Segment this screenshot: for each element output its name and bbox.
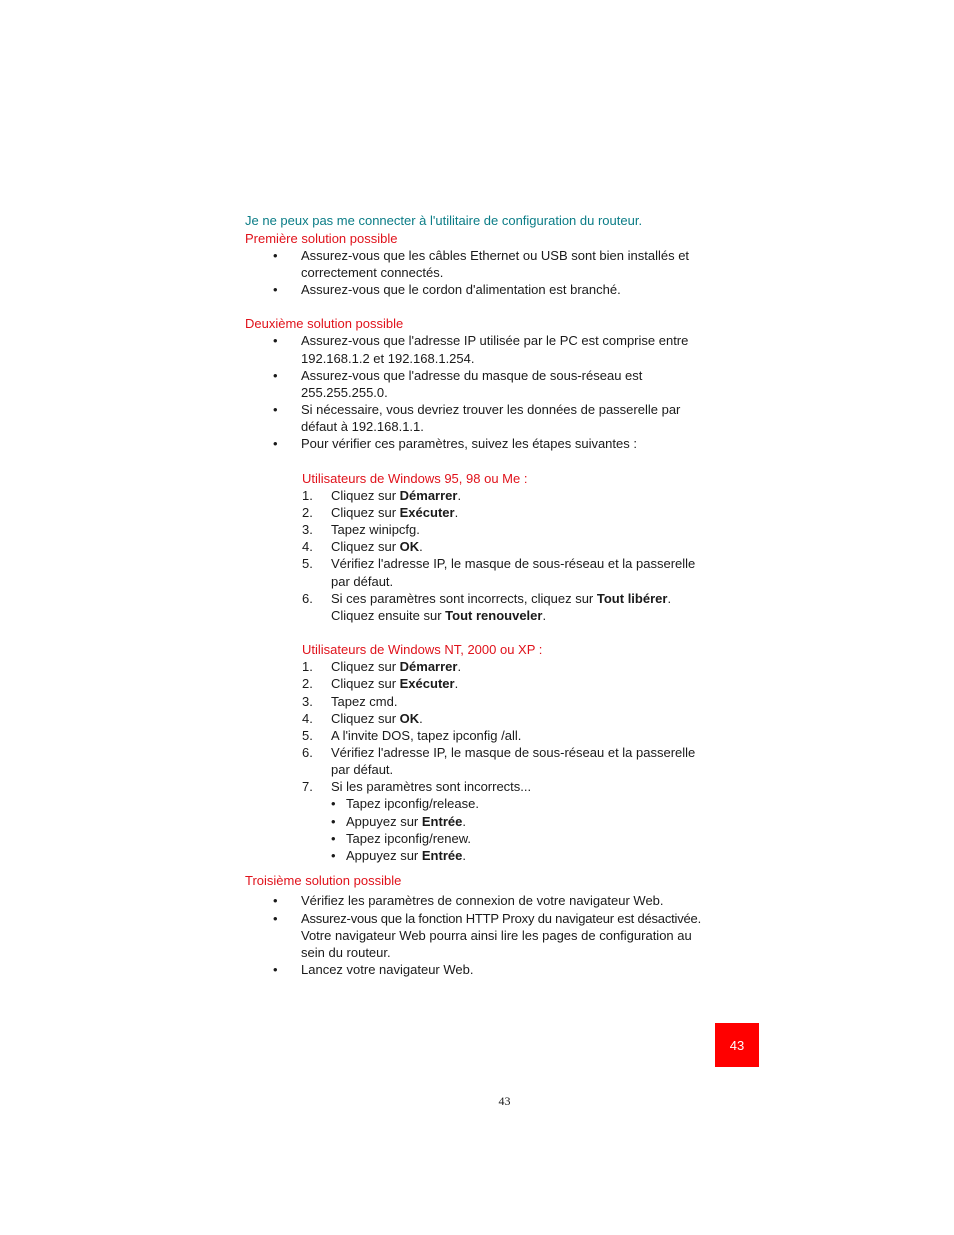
step-number: 2. [302, 676, 313, 691]
winnt-step6-line1: Vérifiez l'adresse IP, le masque de sous-réseau et la passerelle [331, 745, 696, 760]
step-number: 3. [302, 694, 313, 709]
bullet-icon: • [273, 911, 278, 926]
sol2-bullet1-line2: 192.168.1.2 et 192.168.1.254. [301, 351, 475, 366]
step-number: 7. [302, 779, 313, 794]
sol3-bullet2-line2: Votre navigateur Web pourra ainsi lire les pages de configuration au [301, 928, 692, 943]
sol3-bullet3: Lancez votre navigateur Web. [301, 962, 474, 977]
solution-3-title: Troisième solution possible [245, 873, 402, 888]
step-number: 2. [302, 505, 313, 520]
step-number: 5. [302, 728, 313, 743]
winnt-substep3: Tapez ipconfig/renew. [346, 831, 472, 846]
win95-step4: Cliquez sur OK. [331, 539, 423, 554]
sol1-bullet2: Assurez-vous que le cordon d'alimentation est branché. [301, 282, 621, 297]
sol2-bullet1-line1: Assurez-vous que l'adresse IP utilisée par le PC est comprise entre [301, 333, 689, 348]
winnt-substep2: Appuyez sur Entrée. [346, 814, 466, 829]
bullet-icon: • [273, 402, 278, 417]
sol2-bullet4: Pour vérifier ces paramètres, suivez les étapes suivantes : [301, 436, 637, 451]
sol3-bullet1: Vérifiez les paramètres de connexion de votre navigateur Web. [301, 893, 664, 908]
step-number: 5. [302, 556, 313, 571]
winnt-step1: Cliquez sur Démarrer. [331, 659, 462, 674]
sol2-bullet2-line2: 255.255.255.0. [301, 385, 388, 400]
bullet-icon: • [331, 814, 336, 829]
bullet-icon: • [331, 831, 336, 846]
sol1-bullet1-line2: correctement connectés. [301, 265, 444, 280]
sol1-bullet1-line1: Assurez-vous que les câbles Ethernet ou USB sont bien installés et [301, 248, 690, 263]
winnt-step5: A l'invite DOS, tapez ipconfig /all. [331, 728, 522, 743]
win95-step5-line1: Vérifiez l'adresse IP, le masque de sous-réseau et la passerelle [331, 556, 696, 571]
win95-step1: Cliquez sur Démarrer. [331, 488, 462, 503]
solution-2-title: Deuxième solution possible [245, 316, 404, 331]
step-number: 1. [302, 488, 313, 503]
solution-1-title: Première solution possible [245, 231, 398, 246]
bullet-icon: • [273, 893, 278, 908]
bullet-icon: • [273, 962, 278, 977]
sol2-bullet2-line1: Assurez-vous que l'adresse du masque de sous-réseau est [301, 368, 643, 383]
winnt-step7: Si les paramètres sont incorrects... [331, 779, 532, 794]
winnt-step3: Tapez cmd. [331, 694, 398, 709]
sol3-bullet2-line3: sein du routeur. [301, 945, 391, 960]
bullet-icon: • [273, 368, 278, 383]
bullet-icon: • [331, 848, 336, 863]
winnt-step6-line2: par défaut. [331, 762, 394, 777]
winnt-step4: Cliquez sur OK. [331, 711, 423, 726]
step-number: 1. [302, 659, 313, 674]
sol2-bullet3-line2: défaut à 192.168.1.1. [301, 419, 424, 434]
bullet-icon: • [331, 796, 336, 811]
win95-step3: Tapez winipcfg. [331, 522, 420, 537]
sol3-bullet2-line1: Assurez-vous que la fonction HTTP Proxy du navigateur est désactivée. [301, 911, 702, 926]
step-number: 6. [302, 745, 313, 760]
bullet-icon: • [273, 282, 278, 297]
win95-step2: Cliquez sur Exécuter. [331, 505, 459, 520]
step-number: 6. [302, 591, 313, 606]
winnt-substep1: Tapez ipconfig/release. [346, 796, 479, 811]
bullet-icon: • [273, 248, 278, 263]
winnt-substep4: Appuyez sur Entrée. [346, 848, 466, 863]
win95-step6-line2: Cliquez ensuite sur Tout renouveler. [331, 608, 547, 623]
win95-title: Utilisateurs de Windows 95, 98 ou Me : [302, 471, 528, 486]
win95-step6-line1: Si ces paramètres sont incorrects, cliquez sur Tout libérer. [331, 591, 672, 606]
step-number: 3. [302, 522, 313, 537]
page-number-badge: 43 [715, 1023, 759, 1067]
winnt-step2: Cliquez sur Exécuter. [331, 676, 459, 691]
win95-step5-line2: par défaut. [331, 574, 394, 589]
winnt-title: Utilisateurs de Windows NT, 2000 ou XP : [302, 642, 543, 657]
footer-page-number: 43 [498, 1094, 511, 1108]
bullet-icon: • [273, 333, 278, 348]
page-heading: Je ne peux pas me connecter à l'utilitaire de configuration du routeur. [245, 213, 643, 228]
sol2-bullet3-line1: Si nécessaire, vous devriez trouver les données de passerelle par [301, 402, 681, 417]
step-number: 4. [302, 711, 313, 726]
step-number: 4. [302, 539, 313, 554]
bullet-icon: • [273, 436, 278, 451]
